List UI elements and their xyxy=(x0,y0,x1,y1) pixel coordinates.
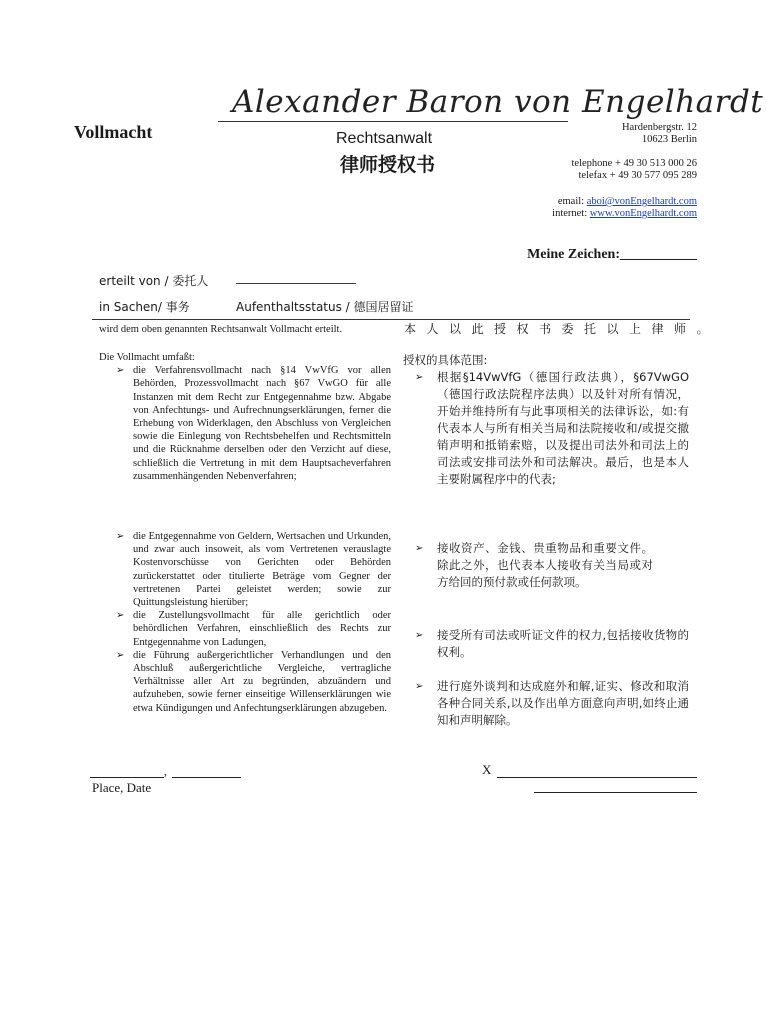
lawyer-name-signature: Alexander Baron von Engelhardt xyxy=(232,84,764,120)
list-item-text: 接受所有司法或听证文件的权力,包括接收货物的权利。 xyxy=(437,628,689,659)
scope-chinese-block-2 xyxy=(403,540,653,591)
scope-german-block-1 xyxy=(99,351,391,483)
spacer xyxy=(403,661,689,678)
matter-label: in Sachen/ 事务 xyxy=(99,300,190,314)
client-label: erteilt von / 委托人 xyxy=(99,274,209,288)
intro-german: wird dem oben genannten Rechtsanwalt Vollmacht erteilt. xyxy=(99,324,343,335)
arrow-bullet-icon: ➢ xyxy=(116,531,125,542)
list-item-text: 进行庭外谈判和达成庭外和解,证实、修改和取消各种合同关系,以及作出单方面意向声明,如终止通知和声明解除。 xyxy=(437,679,689,727)
list-item-text: die Zustellungsvollmacht für alle gerichtlich oder behördlichen Verfahren, einschließlich des Rechts zur Entgegennahme von Ladungen, xyxy=(133,610,391,648)
arrow-bullet-icon: ➢ xyxy=(116,610,125,622)
scope-german-block-2 xyxy=(99,530,391,715)
letterhead-rule xyxy=(218,121,568,122)
address-street: Hardenbergstr. 12 xyxy=(621,122,697,133)
reference-field[interactable]: Meine Zeichen:___________ xyxy=(527,247,697,262)
arrow-bullet-icon: ➢ xyxy=(116,365,125,377)
place-date-separator: , xyxy=(164,764,167,778)
list-item-text: 接收资产、金钱、贵重物品和重要文件。除此之外，也代表本人接收有关当局或对方给回的预付款或任何款项。 xyxy=(437,541,653,589)
email-link[interactable]: aboi@vonEngelhardt.com xyxy=(586,196,697,207)
list-item xyxy=(403,540,653,591)
scope-heading-german: Die Vollmacht umfaßt: xyxy=(99,352,195,363)
internet-label: internet: xyxy=(552,208,590,219)
internet-line xyxy=(552,208,697,220)
date-signature-line[interactable] xyxy=(172,777,241,778)
list-item xyxy=(99,649,391,715)
address-city: 10623 Berlin xyxy=(641,134,697,145)
list-item-text: die Verfahrensvollmacht nach §14 VwVfG vor allen Behörden, Prozessvollmacht nach §67 VwGO für alle Instanzen mit dem Recht zur Entgegennahme bzw. Abgabe von Anfechtungs- und Aufrechnungserklärungen, ferner die Erhebung von Widerklagen, den Abschluss von Vergleichen sowie die Einlegung von Rechtsbehelfen und Rechtsmitteln und die Rücknahme derselben oder den Verzicht auf diese, schließlich die Vertretung in mit dem Hauptsacheverfahren zusammenhängenden Nebenverfahren; xyxy=(133,365,391,482)
email-label: email: xyxy=(557,196,587,207)
list-item-text: die Entgegennahme von Geldern, Wertsachen und Urkunden, und zwar auch insoweit, als vom Vertretenen verauslagte Kostenvorschüsse von Gerichten oder Behörden zurückerstattet oder titulierte Beträge vom Gegner der vertretenen Partei geleistet werden; sowie zur Quittungsleistung hierüber; xyxy=(133,531,391,609)
place-date-label: Place, Date xyxy=(92,780,152,795)
arrow-bullet-icon: ➢ xyxy=(415,630,424,641)
chinese-title: 律师授权书 xyxy=(340,154,436,176)
email-line xyxy=(558,196,697,208)
scope-heading-chinese: 授权的具体范围: xyxy=(403,353,488,367)
signature-line-secondary[interactable] xyxy=(534,792,697,793)
document-title: Vollmacht xyxy=(74,122,153,142)
scope-chinese-block-3 xyxy=(403,627,689,729)
list-item xyxy=(99,609,391,649)
arrow-bullet-icon: ➢ xyxy=(116,649,125,661)
list-item xyxy=(403,678,689,729)
client-blank-field[interactable]: ____________________ xyxy=(236,270,356,284)
telefax-number: telefax + 49 30 577 095 289 xyxy=(578,170,697,181)
website-link[interactable]: www.vonEngelhardt.com xyxy=(589,208,697,219)
list-item xyxy=(403,369,689,488)
arrow-bullet-icon: ➢ xyxy=(415,681,424,692)
telephone-number: telephone + 49 30 513 000 26 xyxy=(571,158,697,169)
scope-chinese-block-1 xyxy=(403,352,689,488)
place-signature-line[interactable] xyxy=(90,777,164,778)
list-item-text: 根据§14VwVfG（德国行政法典），§67VwGO（德国行政法院程序法典）以及针对所有情况，开始并维持所有与此事项相关的法律诉讼，如:有代表本人与所有相关当局和法院接收和/或提交撤销声明和抵销索赔，以及提出司法外和司法上的司法或安排司法外和司法解决。最后，也是本人主要附属程序中的代表; xyxy=(437,370,689,486)
list-item xyxy=(403,627,689,661)
intro-chinese: 本人以此授权书委托以上律师。 xyxy=(404,322,720,336)
list-item xyxy=(99,364,391,483)
profession-label: Rechtsanwalt xyxy=(336,130,433,147)
signature-x-mark: X xyxy=(482,762,492,777)
signature-line[interactable] xyxy=(497,777,697,778)
list-item xyxy=(99,530,391,609)
arrow-bullet-icon: ➢ xyxy=(415,543,424,554)
matter-value: Aufenthaltsstatus / 德国居留证 xyxy=(236,300,414,314)
list-item-text: die Führung außergerichtlicher Verhandlungen und den Abschluß außergerichtliche Vergleiche, vertragliche Verhältnisse aller Art zu begründen, abzuändern und aufzuheben, sowie ferner einseitige Willenserklärungen wie etwa Kündigungen und Anfechtungserklärungen abzugeben. xyxy=(133,649,391,714)
arrow-bullet-icon: ➢ xyxy=(415,372,424,383)
